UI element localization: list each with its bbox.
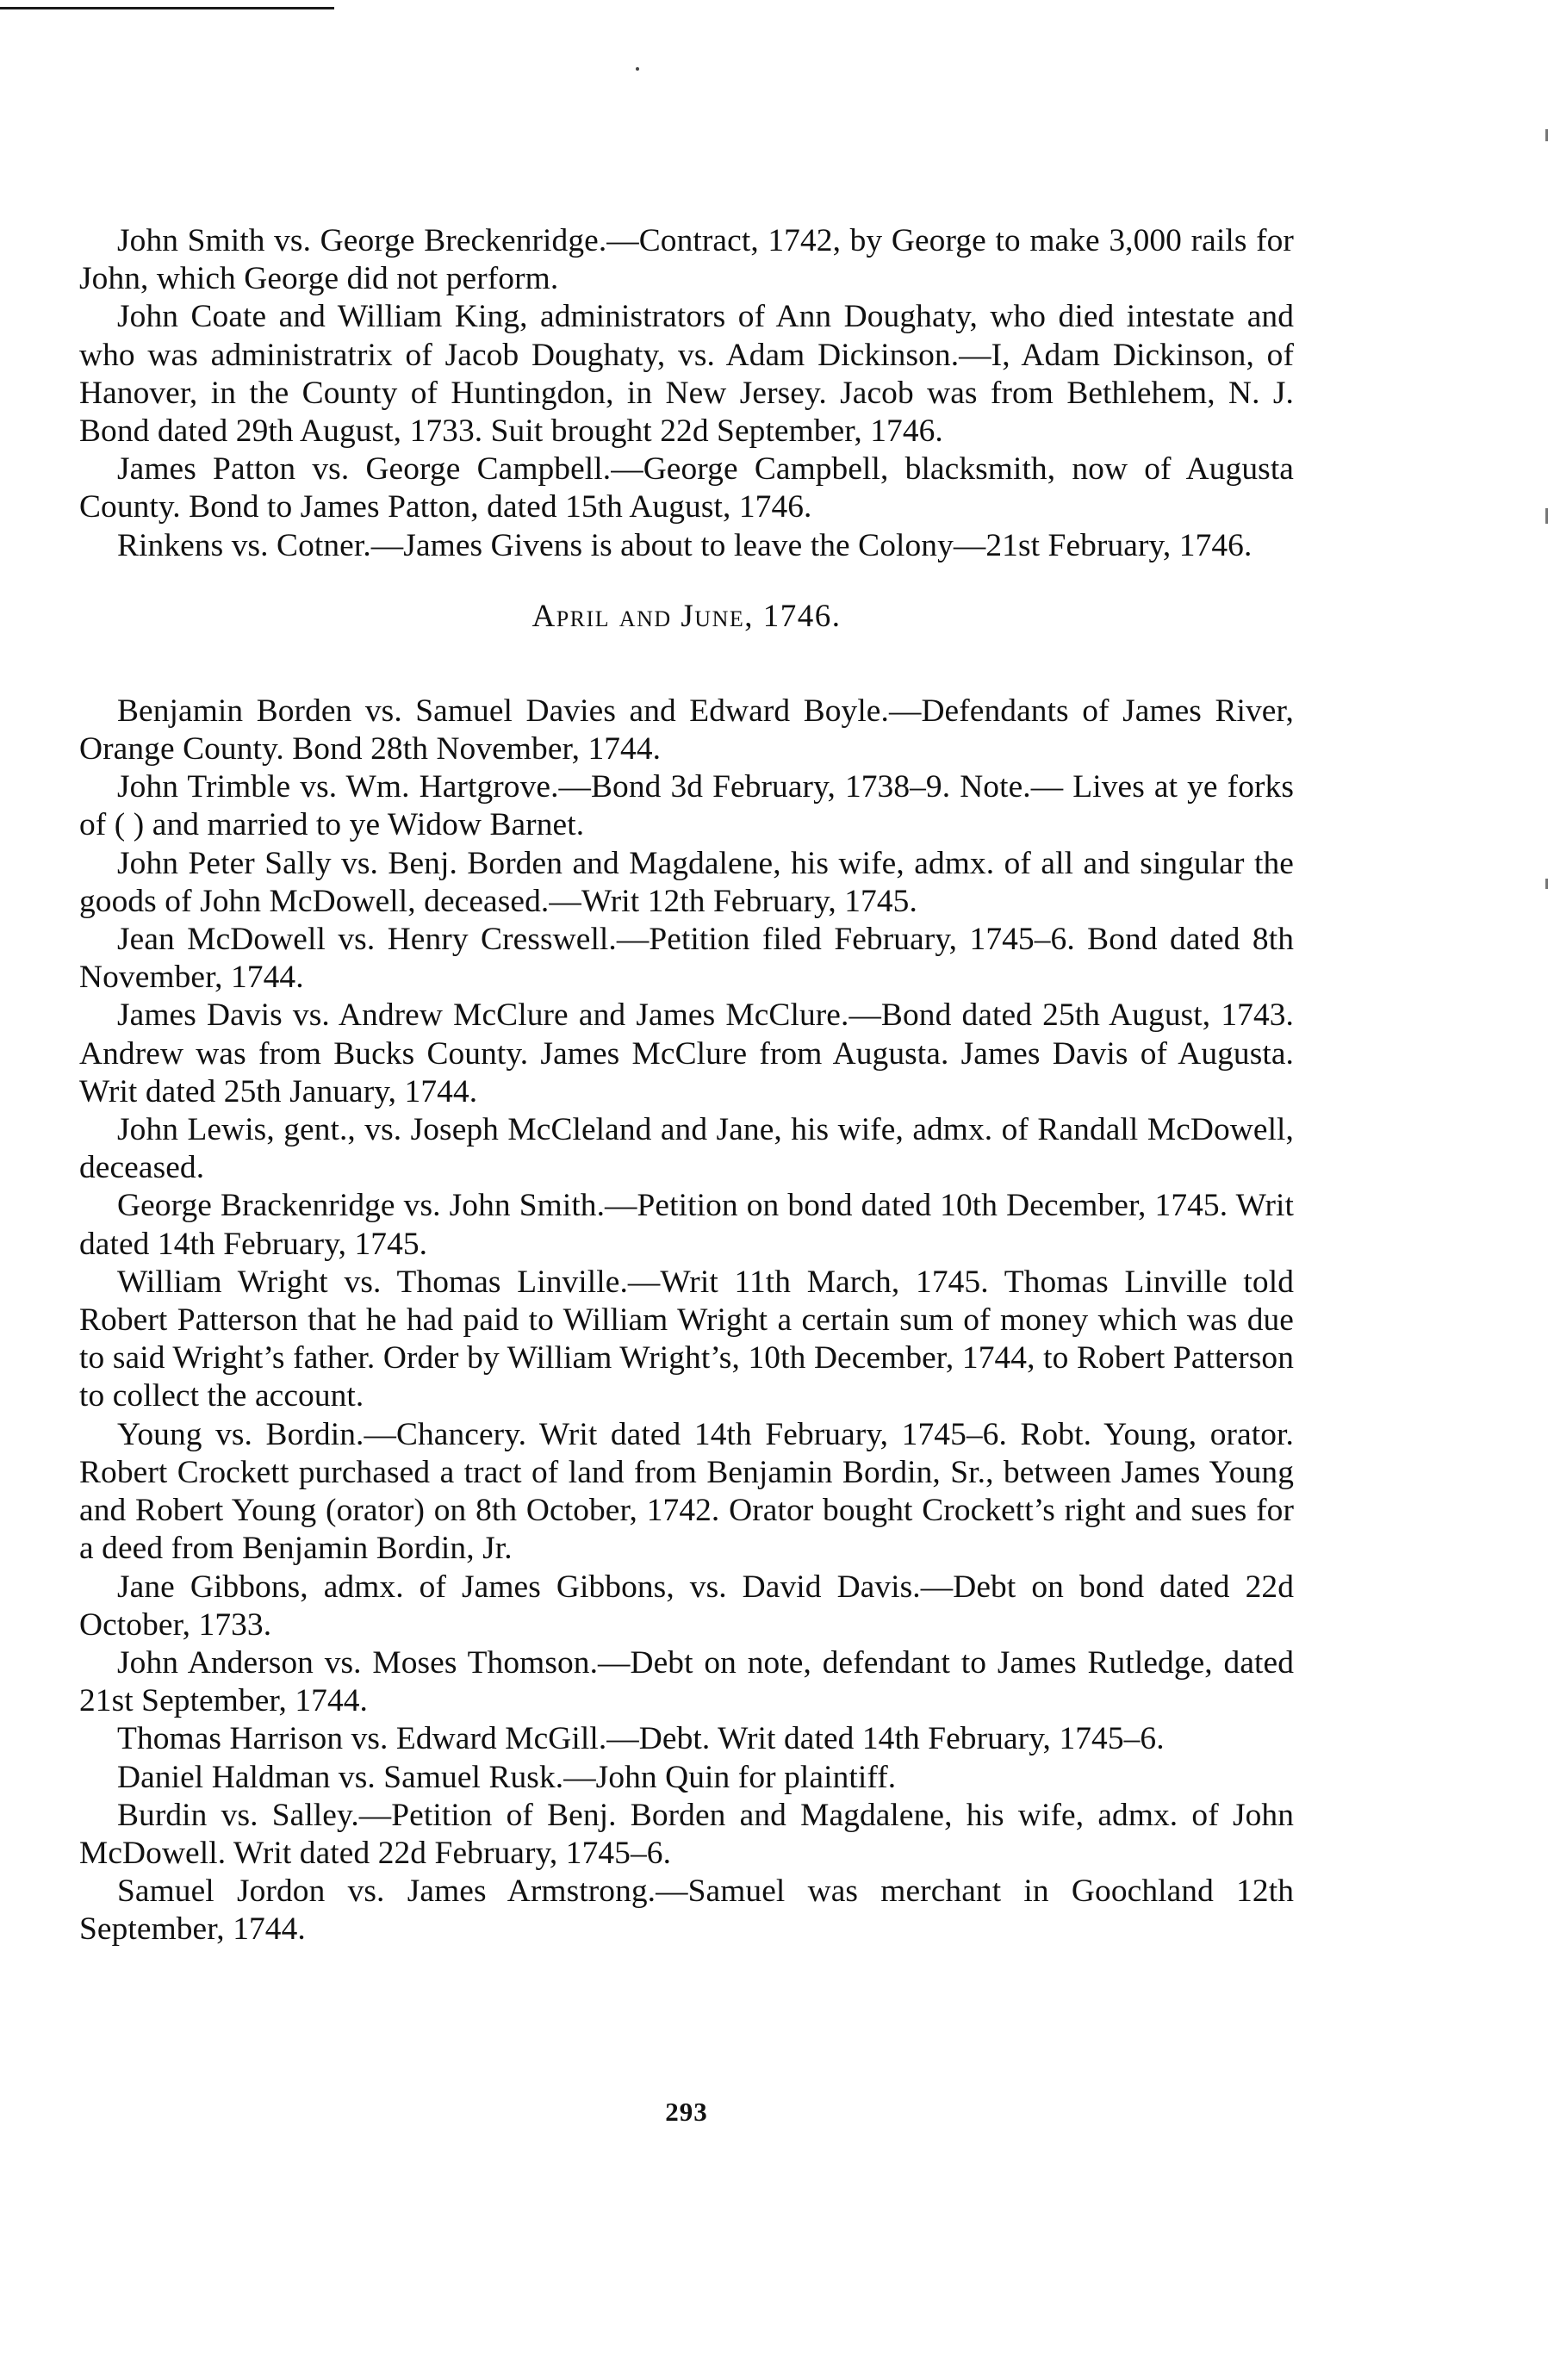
scan-edge-mark (1545, 879, 1548, 889)
section-heading: April and June, 1746. (531, 598, 842, 634)
case-entry: John Lewis, gent., vs. Joseph McCleland and Jane, his wife, admx. of Randall McDowell, deceased. (79, 1112, 1294, 1186)
case-entry: William Wright vs. Thomas Linville.—Writ 11th March, 1745. Thomas Linville told Robert Patterson that he had paid to William Wright a certain sum of money which was due to said Wright’s father. Order by William Wright’s, 10th December, 1744, to Robert Patterson to collect the account. (79, 1264, 1294, 1414)
case-entry: Burdin vs. Salley.—Petition of Benj. Borden and Magdalene, his wife, admx. of John McDowell. Writ dated 22d February, 1745–6. (79, 1797, 1294, 1871)
page-number: 293 (665, 2097, 708, 2127)
case-entry: James Davis vs. Andrew McClure and James McClure.—Bond dated 25th August, 1743. Andrew was from Bucks County. James McClure from Augusta. James Davis of Augusta. Writ dated 25th January, 1744. (79, 997, 1294, 1109)
case-entry: Young vs. Bordin.—Chancery. Writ dated 14th February, 1745–6. Robt. Young, orator. Robert Crockett purchased a tract of land from Benjamin Bordin, Sr., between James Young and Robert Young (orator) on 8th October, 1742. Orator bought Crockett’s right and sues for a deed from Benjamin Bordin, Jr. (79, 1416, 1294, 1567)
case-entry: John Trimble vs. Wm. Hartgrove.—Bond 3d February, 1738–9. Note.— Lives at ye forks of ( ) and married to ye Widow Barnet. (79, 769, 1294, 843)
top-rule (0, 7, 334, 9)
case-entry: James Patton vs. George Campbell.—George Campbell, blacksmith, now of Augusta County. Bond to James Patton, dated 15th August, 1746. (79, 451, 1294, 525)
case-entry: Samuel Jordon vs. James Armstrong.—Samuel was merchant in Goochland 12th September, 1744. (79, 1874, 1294, 1948)
case-entry: Jean McDowell vs. Henry Cresswell.—Petition filed February, 1745–6. Bond dated 8th November, 1744. (79, 922, 1294, 996)
case-entry: John Coate and William King, administrators of Ann Doughaty, who died intestate and who was administratrix of Jacob Doughaty, vs. Adam Dickinson.—I, Adam Dickinson, of Hanover, in the County of Huntingdon, in New Jersey. Jacob was from Bethlehem, N. J. Bond dated 29th August, 1733. Suit brought 22d September, 1746. (79, 299, 1294, 450)
scan-speck (636, 67, 639, 71)
case-entry: Thomas Harrison vs. Edward McGill.—Debt. Writ dated 14th February, 1745–6. (117, 1721, 1165, 1757)
scan-edge-mark (1545, 508, 1548, 524)
case-entry: Benjamin Borden vs. Samuel Davies and Edward Boyle.—Defendants of James River, Orange County. Bond 28th November, 1744. (79, 693, 1294, 767)
case-entry: John Anderson vs. Moses Thomson.—Debt on note, defendant to James Rutledge, dated 21st September, 1744. (79, 1644, 1294, 1719)
case-entry: Jane Gibbons, admx. of James Gibbons, vs. David Davis.—Debt on bond dated 22d October, 1733. (79, 1569, 1294, 1643)
case-entry: John Smith vs. George Breckenridge.—Contract, 1742, by George to make 3,000 rails for John, which George did not perform. (79, 223, 1294, 297)
case-entry: Rinkens vs. Cotner.—James Givens is about to leave the Colony—21st February, 1746. (117, 527, 1253, 563)
case-entry: Daniel Haldman vs. Samuel Rusk.—John Quin for plaintiff. (117, 1759, 897, 1795)
page-body (79, 222, 1294, 1949)
case-entry: John Peter Sally vs. Benj. Borden and Magdalene, his wife, admx. of all and singular the goods of John McDowell, deceased.—Writ 12th February, 1745. (79, 845, 1294, 919)
scan-edge-mark (1545, 129, 1548, 141)
case-entry: George Brackenridge vs. John Smith.—Petition on bond dated 10th December, 1745. Writ dated 14th February, 1745. (79, 1188, 1294, 1262)
